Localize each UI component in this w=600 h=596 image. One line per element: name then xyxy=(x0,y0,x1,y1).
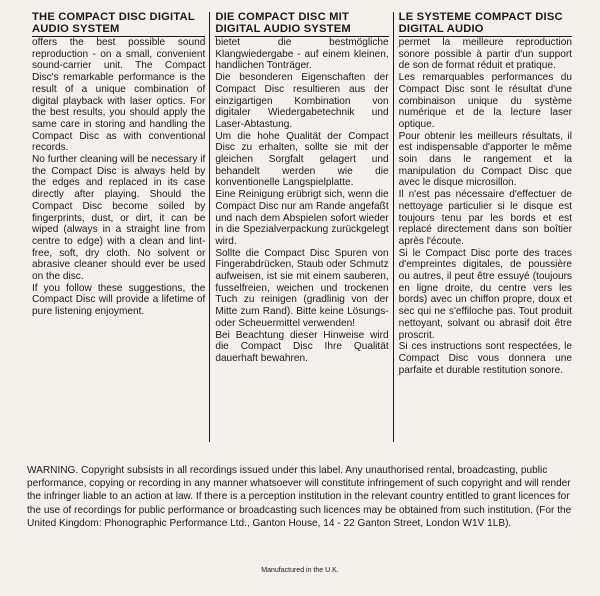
instructions-columns xyxy=(27,12,576,442)
german-paragraph: bietet die bestmögliche Klangwiedergabe - auf einem kleinen, handlichen Tonträger. xyxy=(215,37,389,72)
manufactured-note: Manufactured in the U.K. xyxy=(261,567,339,574)
german-column xyxy=(209,12,392,442)
german-heading: DIE COMPACT DISC MIT DIGITAL AUDIO SYSTEM xyxy=(215,12,388,37)
german-paragraph: Sollte die Compact Disc Spuren von Fingerabdrücken, Staub oder Schmutz aufweisen, ist sie mit einem sauberen, fusselfreien, weichen und trockenen Tuch zu reinigen (gradlinig von der Mitte zum Rand). Bitte keine Lösungs- oder Scheuermittel verwenden! xyxy=(215,247,389,329)
english-column xyxy=(27,12,209,442)
german-paragraph: Die besonderen Eigenschaften der Compact Disc resultieren aus der einzigartigen Kombination von digitaler Wiedergabetechnik und Laser-Abtastung. xyxy=(215,72,389,130)
english-paragraph: If you follow these suggestions, the Compact Disc will provide a lifetime of pure listening enjoyment. xyxy=(32,282,206,318)
french-column xyxy=(393,12,576,442)
french-heading: LE SYSTÈME COMPACT DISC DIGITAL AUDIO xyxy=(399,12,572,37)
french-paragraph: Si ces instructions sont respectées, le Compact Disc vous donnera une parfaite et durable restitution sonore. xyxy=(398,341,572,376)
french-paragraph: Si le Compact Disc porte des traces d'empreintes digitales, de poussière ou autres, il peut être essuyé (toujours en ligne droite, du centre vers les bords) avec un chiffon propre, doux et sec qui ne s'effiloche pas. Tout produit nettoyant, solvant ou abrasif doit être proscrit. xyxy=(398,247,572,341)
french-paragraph: Il n'est pas nécessaire d'effectuer de nettoyage particulier si le disque est toujours tenu par les bords et est replacé directement dans son boîtier après l'écoute. xyxy=(398,189,572,247)
german-paragraph: Bei Beachtung dieser Hinweise wird die Compact Disc Ihre Qualität dauerhaft bewahren. xyxy=(215,329,389,364)
french-paragraph: Pour obtenir les meilleurs résultats, il est indispensable d'apporter le même soin dans le rangement et la manipulation du Compact Disc que avec le disque microsillon. xyxy=(398,130,572,189)
english-heading: THE COMPACT DISC DIGITAL AUDIO SYSTEM xyxy=(32,12,205,37)
french-paragraph: Les remarquables performances du Compact Disc sont le résultat d'une combinaison unique du système numérique et de la lecture laser optique. xyxy=(398,72,572,130)
german-paragraph: Eine Reinigung erübrigt sich, wenn die Compact Disc nur am Rande angefaßt und nach dem Abspielen sofort wieder in die Spezialverpackung zurückgelegt wird. xyxy=(215,189,389,247)
german-paragraph: Um die hohe Qualität der Compact Disc zu erhalten, sollte sie mit der gleichen Sorgfalt gelagert und behandelt werden wie die konventionelle Langspielplatte. xyxy=(215,130,389,189)
english-paragraph: offers the best possible sound reproduction - on a small, convenient sound-carrier unit. The Compact Disc's remarkable performance is the result of a unique combination of digital playback with laser optics. For the best results, you should apply the same care in storing and handling the Compact Disc as with conventional records. xyxy=(32,37,206,154)
french-paragraph: permet la meilleure reproduction sonore possible à partir d'un support de son de format réduit et pratique. xyxy=(398,37,572,72)
copyright-warning: WARNING. Copyright subsists in all recordings issued under this label. Any unauthorised rental, broadcasting, public performance, copying or recording in any manner whatsoever will constitute infringement of such copyright and will render the infringer liable to an action at law. If there is a perception institution in the relevant country entitled to grant licences for the use of recordings for public performance or broadcasting such licences may be obtained from such institution. (For the United Kingdom: Phonographic Performance Ltd., Ganton House, 14 - 22 Ganton Street, London W1V 1LB). xyxy=(27,465,572,529)
english-paragraph: No further cleaning will be necessary if the Compact Disc is always held by the edges and replaced in its case directly after playing. Should the Compact Disc become soiled by fingerprints, dust, or dirt, it can be wiped (always in a straight line from centre to edge) with a clean and lint-free, soft, dry cloth. No solvent or abrasive cleaner should ever be used on the disc. xyxy=(32,154,206,283)
